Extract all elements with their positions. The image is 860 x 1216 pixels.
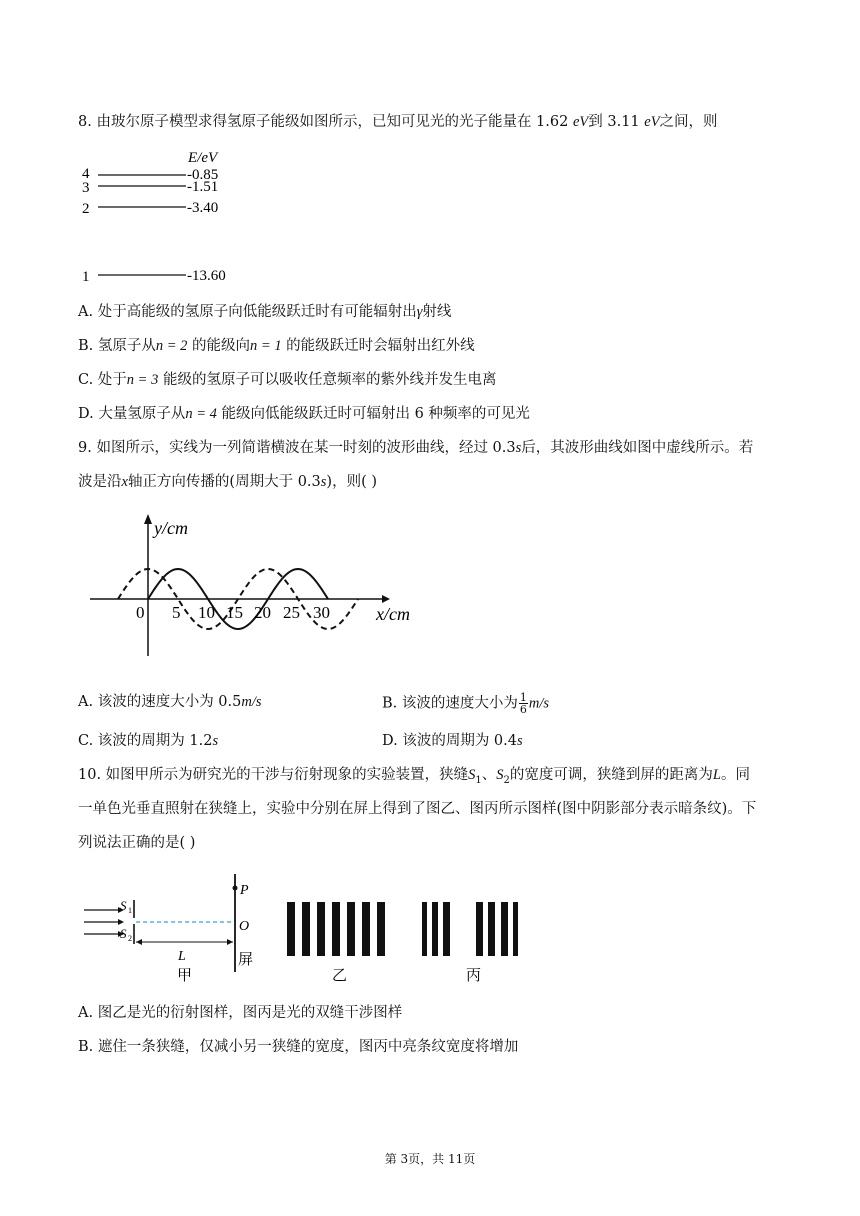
figure-yi-label: 乙 (332, 966, 348, 984)
dark-fringe (501, 902, 508, 956)
page-footer: 第 3页，共 11页 (384, 1152, 476, 1166)
level-n-2: 2 (82, 201, 90, 217)
fraction-denominator: 6 (519, 703, 527, 716)
x-axis-label: x/cm (376, 604, 410, 624)
y-axis-arrow (144, 514, 152, 524)
fraction-numerator: 1 (519, 691, 527, 704)
math-subscript: 1 (475, 774, 482, 786)
q10-stem-line3 (78, 833, 195, 853)
arrowhead (118, 919, 124, 925)
q9-stem-text: 轴正方向传播的(周期大于 0.3 (127, 474, 321, 490)
dark-fringe (513, 902, 518, 956)
x-tick-10: 10 (198, 603, 215, 622)
level-energy-1: -13.60 (187, 268, 226, 284)
arrowhead (136, 939, 142, 945)
q9-stem-text: )，则( ) (326, 474, 378, 490)
option-text: 能级的氢原子可以吸收任意频率的紫外线并发生电离 (158, 372, 497, 388)
option-text: C. 该波的周期为 1.2 (78, 733, 213, 749)
energy-level-diagram (76, 142, 256, 290)
x-tick-5: 5 (172, 603, 181, 622)
point-o-label: O (239, 919, 250, 934)
math-symbol: n = 4 (185, 406, 217, 422)
fraction (519, 692, 528, 715)
q10-stem-text: 10. 如图甲所示为研究光的干涉与衍射现象的实验装置，狭缝 (78, 767, 469, 783)
option-text: 能级向低能级跃迁时可辐射出 6 种频率的可见光 (216, 406, 530, 422)
q10-stem-line2 (78, 799, 756, 819)
option-text: C. 处于 (78, 372, 127, 388)
x-tick-0: 0 (136, 603, 145, 622)
q9-stem-line2 (78, 472, 377, 492)
x-tick-15: 15 (226, 603, 243, 622)
pattern-yi (287, 902, 385, 956)
level-energy-4: -0.85 (187, 167, 219, 183)
figure-jia-label: 甲 (177, 966, 193, 984)
q10-stem-line1 (78, 765, 750, 791)
slit-s2-label: S (120, 926, 127, 941)
q8-stem-text: 到 3.11 (588, 114, 645, 130)
math-symbol: S (496, 767, 504, 783)
q9-option-a (78, 692, 262, 712)
q8-option-a (78, 302, 451, 322)
pattern-bing (422, 902, 518, 956)
dark-fringe (476, 902, 483, 956)
dark-fringe (287, 902, 295, 956)
q8-unit: eV (644, 114, 660, 130)
double-slit-figure (80, 872, 540, 988)
screen-label: 屏 (238, 950, 254, 968)
q9-stem-text: 9. 如图所示，实线为一列简谐横波在某一时刻的波形曲线，经过 0.3 (78, 440, 516, 456)
q8-stem-text: 8. 由玻尔原子模型求得氢原子能级如图所示，已知可见光的光子能量在 1.62 (78, 114, 573, 130)
q9-option-b (382, 692, 549, 715)
option-text: A. 该波的速度大小为 0.5 (78, 694, 242, 710)
figure-bing-label: 丙 (466, 966, 482, 984)
dark-fringe (432, 902, 438, 956)
option-text: 的能级向 (187, 338, 251, 354)
slit-s2-sub: 2 (128, 934, 132, 943)
math-symbol: n = 3 (126, 372, 159, 388)
q9-stem-text: 后，其波形曲线如图中虚线所示。若 (521, 440, 754, 456)
math-symbol: n = 2 (155, 338, 188, 354)
q10-stem-text: 。同 (721, 767, 750, 783)
q8-stem (78, 112, 718, 132)
option-text: 射线 (422, 304, 452, 320)
option-text: B. 遮住一条狭缝，仅减小另一狭缝的宽度，图丙中亮条纹宽度将增加 (78, 1039, 519, 1055)
q8-option-b (78, 336, 475, 356)
dark-fringe (488, 902, 495, 956)
math-symbol: m/s (241, 694, 262, 710)
math-symbol: s (515, 440, 522, 456)
math-symbol: s (517, 733, 523, 749)
dark-fringe (377, 902, 385, 956)
option-text: 的能级跃迁时会辐射出红外线 (281, 338, 475, 354)
x-tick-20: 20 (254, 603, 271, 622)
slit-s1-sub: 1 (128, 906, 132, 915)
option-text: A. 图乙是光的衍射图样，图丙是光的双缝干涉图样 (78, 1005, 403, 1021)
q10-stem-text: 、 (481, 767, 497, 783)
level-n-4: 4 (82, 166, 90, 182)
option-text: B. 氢原子从 (78, 338, 156, 354)
x-tick-25: 25 (283, 603, 300, 622)
q10-option-a (78, 1003, 402, 1023)
q10-option-b (78, 1037, 518, 1057)
math-subscript: 2 (503, 774, 510, 786)
dark-fringe (362, 902, 370, 956)
q9-stem-text: 波是沿 (78, 474, 122, 490)
dark-fringe (317, 902, 325, 956)
x-tick-30: 30 (313, 603, 330, 622)
distance-l-label: L (178, 949, 186, 964)
math-symbol: s (320, 474, 327, 490)
level-n-3: 3 (82, 180, 90, 196)
math-symbol: m/s (528, 695, 550, 712)
dark-fringe (443, 902, 450, 956)
option-text: D. 大量氢原子从 (78, 406, 186, 422)
dark-fringe (302, 902, 310, 956)
dark-fringe (347, 902, 355, 956)
point-p (233, 886, 238, 891)
q9-option-c (78, 731, 218, 751)
math-symbol: γ (416, 304, 423, 320)
math-symbol: x (121, 474, 128, 490)
dark-fringe (422, 902, 427, 956)
q8-stem-text: 之间，则 (659, 114, 718, 130)
slit-s1-label: S (120, 898, 127, 913)
math-symbol: S (468, 767, 476, 783)
q9-option-d (382, 731, 523, 751)
q8-option-d (78, 404, 530, 424)
math-symbol: s (212, 733, 219, 749)
level-energy-3: -1.51 (187, 179, 219, 195)
q10-stem-text: 的宽度可调，狭缝到屏的距离为 (509, 767, 713, 783)
point-p-label: P (240, 883, 249, 898)
q9-stem-line1 (78, 438, 753, 458)
math-symbol: L (712, 767, 721, 783)
option-text: D. 该波的周期为 0.4 (382, 733, 517, 749)
q8-unit: eV (572, 114, 589, 130)
y-axis-label: y/cm (154, 518, 188, 538)
q8-option-c (78, 370, 496, 390)
arrowhead (227, 939, 233, 945)
math-symbol: n = 1 (250, 338, 282, 354)
level-energy-2: -3.40 (187, 200, 219, 216)
level-n-1: 1 (82, 269, 90, 285)
energy-axis-label: E/eV (188, 150, 218, 166)
q10-stem-text: 列说法正确的是( ) (78, 835, 196, 851)
dark-fringe (332, 902, 340, 956)
q10-stem-text: 一单色光垂直照射在狭缝上，实验中分别在屏上得到了图乙、图丙所示图样(图中阴影部分表示暗条纹)。下 (78, 801, 757, 817)
wave-graph (84, 510, 424, 660)
option-text: B. 该波的速度大小为 (382, 695, 518, 712)
x-axis-arrow (382, 595, 390, 603)
option-text: A. 处于高能级的氢原子向低能级跃迁时有可能辐射出 (78, 304, 417, 320)
